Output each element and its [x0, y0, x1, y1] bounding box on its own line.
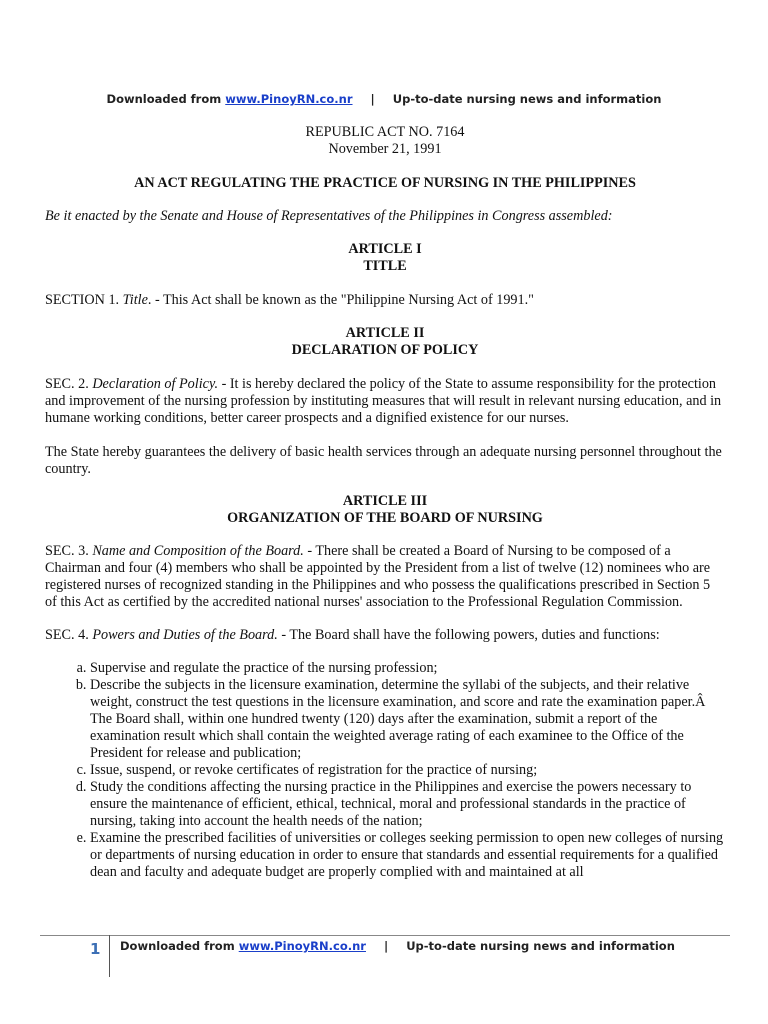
section-3-body: - There shall be created a Board of Nursing to be composed of a Chairman and four (4) members who shall be appointed by the President from a list of twelve (12) nominees who are registered nurses of recognized standing in the Philippines and who possess the qualifications prescribed in Section 5 of this Act as certified by the accredited national nurses' association to the Professional Regulation Commission.	[45, 543, 711, 610]
section-3-lead: SEC. 3.	[45, 543, 93, 559]
section-3-heading: Name and Composition of the Board.	[92, 543, 304, 559]
article-3-number: ARTICLE III	[342, 493, 428, 509]
page-number: 1	[90, 940, 101, 958]
footer-separator: |	[383, 939, 389, 953]
page-header	[0, 92, 768, 106]
footer-tagline: Up-to-date nursing news and information	[406, 939, 675, 953]
act-title: AN ACT REGULATING THE PRACTICE OF NURSING IN THE PHILIPPINES	[134, 175, 636, 191]
section-1-lead: SECTION 1.	[45, 292, 123, 308]
list-item: e. Examine the prescribed facilities of universities or colleges seeking permission to open new colleges of nursing or departments of nursing education in order to ensure that standards and essential requirements for a qualified dean and faculty and adequate budget are properly complied with and maintained at all	[90, 830, 725, 881]
header-separator: |	[370, 92, 375, 106]
act-date: November 21, 1991	[328, 141, 442, 157]
section-4	[45, 627, 725, 644]
footer-vertical-divider	[109, 935, 110, 977]
section-1-heading: Title	[122, 292, 148, 308]
section-2-heading: Declaration of Policy.	[92, 376, 219, 392]
article-1-title: TITLE	[363, 258, 407, 274]
section-2-paragraph-2: The State hereby guarantees the delivery of basic health services through an adequate nursing personnel throughout the country.	[45, 444, 722, 477]
article-2-title: DECLARATION OF POLICY	[291, 342, 479, 358]
page-footer	[120, 939, 675, 953]
article-1-number: ARTICLE I	[348, 241, 422, 257]
header-tagline: Up-to-date nursing news and information	[392, 92, 662, 106]
list-item: b. Describe the subjects in the licensure examination, determine the syllabi of the subjects, and their relative weight, construct the test questions in the licensure examination, and score and rate the examination paper.Â The Board shall, within one hundred twenty (120) days after the examination, submit a report of the examination result which shall contain the weighted average rating of each examinee to the Office of the President for release and publication;	[90, 677, 725, 762]
section-4-heading: Powers and Duties of the Board.	[92, 627, 278, 643]
document-body	[45, 124, 725, 881]
list-item: a. Supervise and regulate the practice of the nursing profession;	[90, 660, 725, 677]
footer-divider	[40, 935, 730, 936]
footer-link[interactable]: www.PinoyRN.co.nr	[238, 939, 366, 953]
header-link[interactable]: www.PinoyRN.co.nr	[225, 92, 353, 106]
section-1-body: . - This Act shall be known as the "Philippine Nursing Act of 1991."	[147, 292, 534, 308]
list-item: d. Study the conditions affecting the nursing practice in the Philippines and exercise the powers necessary to ensure the maintenance of efficient, ethical, technical, moral and professional standards in the practice of nursing, taking into account the health needs of the nation;	[90, 779, 725, 830]
section-4-body: - The Board shall have the following powers, duties and functions:	[277, 627, 660, 643]
act-number: REPUBLIC ACT NO. 7164	[305, 124, 465, 140]
section-2-lead: SEC. 2.	[45, 376, 93, 392]
article-2-number: ARTICLE II	[345, 325, 425, 341]
section-4-lead: SEC. 4.	[45, 627, 93, 643]
section-4-list	[45, 660, 725, 881]
enacting-clause	[45, 208, 725, 225]
section-2	[45, 376, 725, 427]
footer-prefix: Downloaded from	[120, 939, 235, 953]
section-2-body: - It is hereby declared the policy of the State to assume responsibility for the protection and improvement of the nursing profession by instituting measures that will result in relevant nursing education, and in humane working conditions, better career prospects and a dignified existence for our nurses.	[45, 376, 722, 426]
header-prefix: Downloaded from	[106, 92, 222, 106]
section-1	[45, 292, 725, 309]
enacting-clause-text: Be it enacted by the Senate and House of Representatives of the Philippines in Congress assembled:	[45, 208, 613, 224]
list-item: c. Issue, suspend, or revoke certificates of registration for the practice of nursing;	[90, 762, 725, 779]
article-3-title: ORGANIZATION OF THE BOARD OF NURSING	[227, 510, 543, 526]
section-3	[45, 543, 725, 611]
